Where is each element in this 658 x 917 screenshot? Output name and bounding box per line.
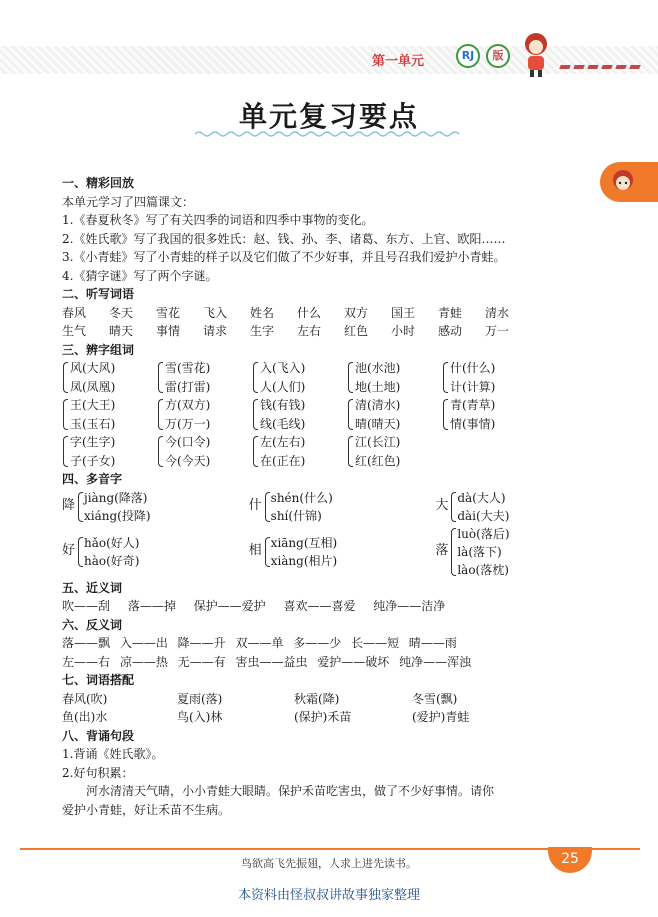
page-title: 单元复习要点 — [238, 100, 419, 133]
char-pair: 钱(有钱) 线(毛线) — [252, 396, 347, 433]
section-heading-8: 八、背诵句段 — [62, 728, 135, 743]
dictation-word: 国王 — [391, 305, 416, 320]
char-pair: 方(双方) 万(万一) — [157, 396, 252, 433]
polyphone-entry: 好 hǎo(好人) hào(好奇) — [62, 535, 140, 568]
s1-item: 3.《小青蛙》写了小青蛙的样子以及它们做了不少好事，并且号召我们爱护小青蛙。 — [62, 250, 506, 264]
section-heading-2: 二、听写词语 — [62, 287, 135, 301]
char-group-row-3 — [62, 433, 622, 470]
char-pair: 池(水池) 地(土地) — [347, 359, 442, 396]
dictation-word: 清水 — [485, 305, 510, 320]
dictation-word: 雪花 — [156, 305, 181, 320]
polyphone-entry: 大 dà(大人) dài(大夫) — [435, 490, 510, 523]
collocation-row-2 — [62, 708, 622, 727]
char-group-row-1 — [62, 359, 622, 396]
section-heading-3: 三、辨字组词 — [62, 342, 135, 357]
section-heading-7: 七、词语搭配 — [62, 673, 135, 687]
polyphone-entry: 什 shén(什么) shí(什锦) — [248, 490, 333, 523]
collocation-item: (保护)禾苗 — [294, 710, 352, 724]
rj-badge: RJ — [456, 44, 480, 68]
footer-motto: 鸟欲高飞先振翅，人求上进先读书。 — [241, 857, 417, 870]
char-pair: 清(清水) 晴(晴天) — [347, 396, 442, 433]
dictation-word: 青蛙 — [438, 305, 463, 320]
collocation-item: 春风(吹) — [62, 691, 108, 706]
char-pair: 字(生字) 子(子女) — [62, 433, 157, 470]
title-underline-wave — [195, 130, 463, 138]
decorative-dashes — [560, 54, 644, 73]
collocation-item: 秋霜(降) — [294, 691, 340, 706]
section-heading-1: 一、精彩回放 — [62, 176, 135, 190]
char-pair: 今(口令) 今(今天) — [157, 433, 252, 470]
dictation-word: 姓名 — [250, 305, 275, 320]
dictation-row-1 — [62, 304, 622, 323]
char-pair: 入(飞入) 人(人们) — [252, 359, 347, 396]
collocation-item: 鸟(入)林 — [177, 710, 223, 724]
source-credit: 本资料由怪叔叔讲故事独家整理 — [237, 888, 420, 903]
char-pair: 风(大风) 凤(凤凰) — [62, 359, 157, 396]
dictation-row-2 — [62, 322, 622, 341]
antonym-line-2: 左——右 凉——热 无——有 害虫——益虫 爱护——破坏 纯净——浑浊 — [62, 654, 472, 669]
s1-intro: 本单元学习了四篇课文： — [62, 194, 195, 209]
header-banner — [0, 30, 658, 86]
dictation-word: 生气 — [62, 324, 87, 338]
collocation-item: 鱼(出)水 — [62, 710, 108, 724]
polyphone-entry: 落 luò(落后) là(落下) lào(落枕) — [435, 526, 510, 577]
char-pair: 什(什么) 计(计算) — [442, 359, 537, 396]
collocation-item: 冬雪(飘) — [412, 691, 458, 706]
char-pair: 王(大王) 玉(玉石) — [62, 396, 157, 433]
footer-divider — [20, 848, 640, 850]
dictation-word: 万一 — [485, 324, 510, 338]
collocation-row-1 — [62, 690, 622, 709]
section-heading-5: 五、近义词 — [62, 580, 123, 595]
collocation-item: 夏雨(落) — [177, 691, 223, 706]
dictation-word: 什么 — [297, 305, 322, 320]
s1-item: 4.《猜字谜》写了两个字谜。 — [62, 268, 218, 283]
dictation-word: 左右 — [297, 324, 322, 338]
recite-passage-line-2: 爱护小青蛙，好让禾苗不生病。 — [62, 802, 231, 817]
dictation-word: 飞入 — [203, 305, 228, 320]
char-pair: 左(左右) 在(正在) — [252, 433, 347, 470]
dictation-word: 双方 — [344, 305, 369, 320]
char-pair: 青(青草) 情(事情) — [442, 396, 537, 433]
antonym-line-1: 落——飘 入——出 降——升 双——单 多——少 长——短 晴——雨 — [62, 636, 457, 650]
review-content — [62, 174, 622, 819]
synonym-line: 吹——刮 落——掉 保护——爱护 喜欢——喜爱 纯净——洁净 — [62, 599, 446, 613]
dictation-word: 生字 — [250, 324, 275, 338]
section-heading-6: 六、反义词 — [62, 617, 123, 632]
recite-item-2: 2.好句积累： — [62, 765, 134, 780]
char-pair: 雪(雪花) 雷(打雷) — [157, 359, 252, 396]
recite-item-1: 1.背诵《姓氏歌》。 — [62, 747, 164, 761]
collocation-item: (爱护)青蛙 — [412, 710, 470, 724]
polyphone-row-2 — [62, 525, 622, 579]
dictation-word: 春风 — [62, 305, 87, 320]
page-number: 25 — [548, 847, 592, 873]
dictation-word: 事情 — [156, 324, 181, 338]
char-group-row-2 — [62, 396, 622, 433]
recite-passage-line-1: 河水清清天气晴，小小青蛙大眼睛。保护禾苗吃害虫，做了不少好事情。请你 — [86, 784, 495, 798]
dictation-word: 小时 — [391, 324, 416, 338]
dictation-word: 红色 — [344, 324, 369, 338]
dictation-word: 晴天 — [109, 324, 134, 338]
dictation-word: 冬天 — [109, 305, 134, 320]
dictation-word: 请求 — [203, 324, 228, 338]
section-heading-4: 四、多音字 — [62, 472, 123, 486]
s1-item: 1.《春夏秋冬》写了有关四季的词语和四季中事物的变化。 — [62, 213, 374, 227]
edition-badge: 版 — [486, 44, 510, 68]
polyphone-row-1 — [62, 489, 622, 525]
polyphone-entry: 相 xiāng(互相) xiàng(相片) — [248, 535, 338, 568]
dictation-word: 感动 — [438, 324, 463, 338]
s1-item: 2.《姓氏歌》写了我国的很多姓氏：赵、钱、孙、李、诸葛、东方、上官、欧阳…… — [62, 231, 506, 246]
unit-label: 第一单元 — [372, 54, 425, 69]
girl-mascot-icon — [515, 30, 557, 78]
char-pair: 江(长江) 红(红色) — [347, 433, 442, 470]
polyphone-entry: 降 jiàng(降落) xiáng(投降) — [62, 490, 151, 523]
